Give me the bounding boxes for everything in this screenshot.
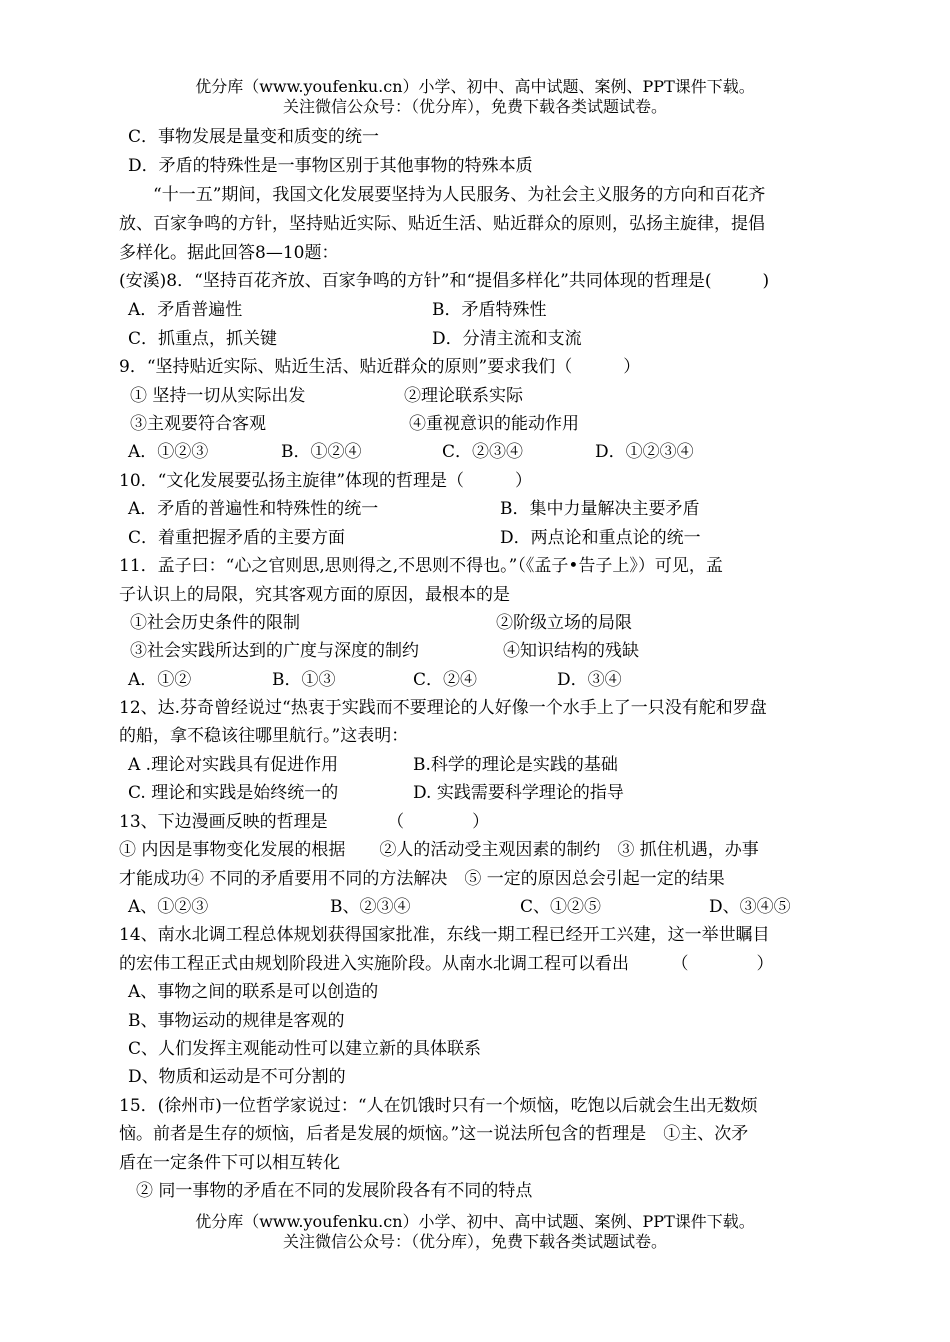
q10-stem: 10．“文化发展要弘扬主旋律”体现的哲理是（ ） bbox=[119, 471, 533, 491]
q11-line-2: 子认识上的局限，究其客观方面的原因，最根本的是 bbox=[119, 585, 510, 605]
q9-option-a: A．①②③ bbox=[128, 442, 209, 462]
q10-option-a: A．矛盾的普遍性和特殊性的统一 bbox=[128, 499, 379, 519]
q11-item-2: ②阶级立场的局限 bbox=[496, 613, 632, 633]
header-line-2: 关注微信公众号：（优分库），免费下载各类试题试卷。 bbox=[282, 97, 667, 116]
q14-line-1: 14、南水北调工程总体规划获得国家批准，东线一期工程已经开工兴建，这一举世瞩目 bbox=[119, 925, 770, 945]
q15-line-1: 15．(徐州市)一位哲学家说过：“人在饥饿时只有一个烦恼，吃饱以后就会生出无数烦 bbox=[119, 1096, 758, 1116]
q12-option-d: D. 实践需要科学理论的指导 bbox=[413, 783, 624, 803]
passage-line-3: 多样化。据此回答8—10题： bbox=[119, 243, 339, 263]
q9-item-4: ④重视意识的能动作用 bbox=[409, 414, 579, 434]
q8-option-d: D．分清主流和支流 bbox=[432, 329, 582, 349]
prev-option-d: D．矛盾的特殊性是一事物区别于其他事物的特殊本质 bbox=[128, 156, 533, 176]
q13-option-d: D、③④⑤ bbox=[709, 897, 791, 917]
q11-item-3: ③社会实践所达到的广度与深度的制约 bbox=[130, 641, 419, 661]
q13-option-b: B、②③④ bbox=[330, 897, 411, 917]
prev-option-c: C．事物发展是量变和质变的统一 bbox=[128, 127, 380, 147]
q14-line-2: 的宏伟工程正式由规划阶段进入实施阶段。从南水北调工程可以看出 （ ） bbox=[119, 954, 774, 974]
q12-line-2: 的船，拿不稳该往哪里航行。”这表明： bbox=[119, 726, 409, 746]
q10-option-c: C．着重把握矛盾的主要方面 bbox=[128, 528, 346, 548]
q10-option-d: D．两点论和重点论的统一 bbox=[500, 528, 701, 548]
q8-option-a: A．矛盾普遍性 bbox=[128, 300, 243, 320]
q13-option-c: C、①②⑤ bbox=[520, 897, 602, 917]
q9-item-1: ① 坚持一切从实际出发 bbox=[130, 386, 306, 406]
q11-option-b: B．①③ bbox=[272, 670, 336, 690]
footer-line-2: 关注微信公众号：（优分库），免费下载各类试题试卷。 bbox=[282, 1232, 667, 1251]
q8-option-c: C．抓重点，抓关键 bbox=[128, 329, 278, 349]
header-line-1: 优分库（www.youfenku.cn）小学、初中、高中试题、案例、PPT课件下载。 bbox=[195, 77, 755, 96]
q9-stem: 9．“坚持贴近实际、贴近生活、贴近群众的原则”要求我们（ ） bbox=[119, 357, 641, 377]
q8-stem: (安溪)8．“坚持百花齐放、百家争鸣的方针”和“提倡多样化”共同体现的哲理是( ) bbox=[119, 271, 770, 291]
q12-option-b: B.科学的理论是实践的基础 bbox=[413, 755, 618, 775]
q14-option-a: A、事物之间的联系是可以创造的 bbox=[128, 982, 379, 1002]
q15-line-4: ② 同一事物的矛盾在不同的发展阶段各有不同的特点 bbox=[136, 1181, 533, 1201]
q12-option-c: C. 理论和实践是始终统一的 bbox=[128, 783, 339, 803]
q15-line-3: 盾在一定条件下可以相互转化 bbox=[119, 1153, 340, 1173]
q10-option-b: B．集中力量解决主要矛盾 bbox=[500, 499, 700, 519]
q13-stem: 13、下边漫画反映的哲理是 （ ） bbox=[119, 812, 490, 832]
q11-option-a: A．①② bbox=[128, 670, 192, 690]
q9-option-d: D．①②③④ bbox=[595, 442, 694, 462]
footer-line-1: 优分库（www.youfenku.cn）小学、初中、高中试题、案例、PPT课件下载。 bbox=[195, 1212, 755, 1231]
passage-line-1: “十一五”期间，我国文化发展要坚持为人民服务、为社会主义服务的方向和百花齐 bbox=[153, 185, 766, 205]
q13-option-a: A、①②③ bbox=[128, 897, 209, 917]
q11-item-1: ①社会历史条件的限制 bbox=[130, 613, 300, 633]
q11-line-1: 11．孟子曰：“心之官则思,思则得之,不思则不得也。”（《孟子•告子上》）可见，孟 bbox=[119, 556, 723, 576]
q12-line-1: 12、达.芬奇曾经说过“热衷于实践而不要理论的人好像一个水手上了一只没有舵和罗盘 bbox=[119, 698, 767, 718]
q11-item-4: ④知识结构的残缺 bbox=[503, 641, 639, 661]
q14-option-c: C、人们发挥主观能动性可以建立新的具体联系 bbox=[128, 1039, 482, 1059]
q15-line-2: 恼。前者是生存的烦恼，后者是发展的烦恼。”这一说法所包含的哲理是 ①主、次矛 bbox=[119, 1124, 749, 1144]
q9-item-2: ②理论联系实际 bbox=[404, 386, 523, 406]
q13-line-1: ① 内因是事物变化发展的根据 ②人的活动受主观因素的制约 ③ 抓住机遇，办事 bbox=[119, 840, 759, 860]
q11-option-c: C．②④ bbox=[413, 670, 478, 690]
q13-line-2: 才能成功④ 不同的矛盾要用不同的方法解决 ⑤ 一定的原因总会引起一定的结果 bbox=[119, 869, 725, 889]
q14-option-d: D、物质和运动是不可分割的 bbox=[128, 1067, 346, 1087]
q11-option-d: D．③④ bbox=[557, 670, 622, 690]
q14-option-b: B、事物运动的规律是客观的 bbox=[128, 1011, 345, 1031]
q8-option-b: B．矛盾特殊性 bbox=[432, 300, 547, 320]
passage-line-2: 放、百家争鸣的方针，坚持贴近实际、贴近生活、贴近群众的原则，弘扬主旋律，提倡 bbox=[119, 214, 765, 234]
q9-item-3: ③主观要符合客观 bbox=[130, 414, 266, 434]
q12-option-a: A .理论对实践具有促进作用 bbox=[128, 755, 339, 775]
q9-option-b: B．①②④ bbox=[281, 442, 362, 462]
q9-option-c: C．②③④ bbox=[442, 442, 524, 462]
